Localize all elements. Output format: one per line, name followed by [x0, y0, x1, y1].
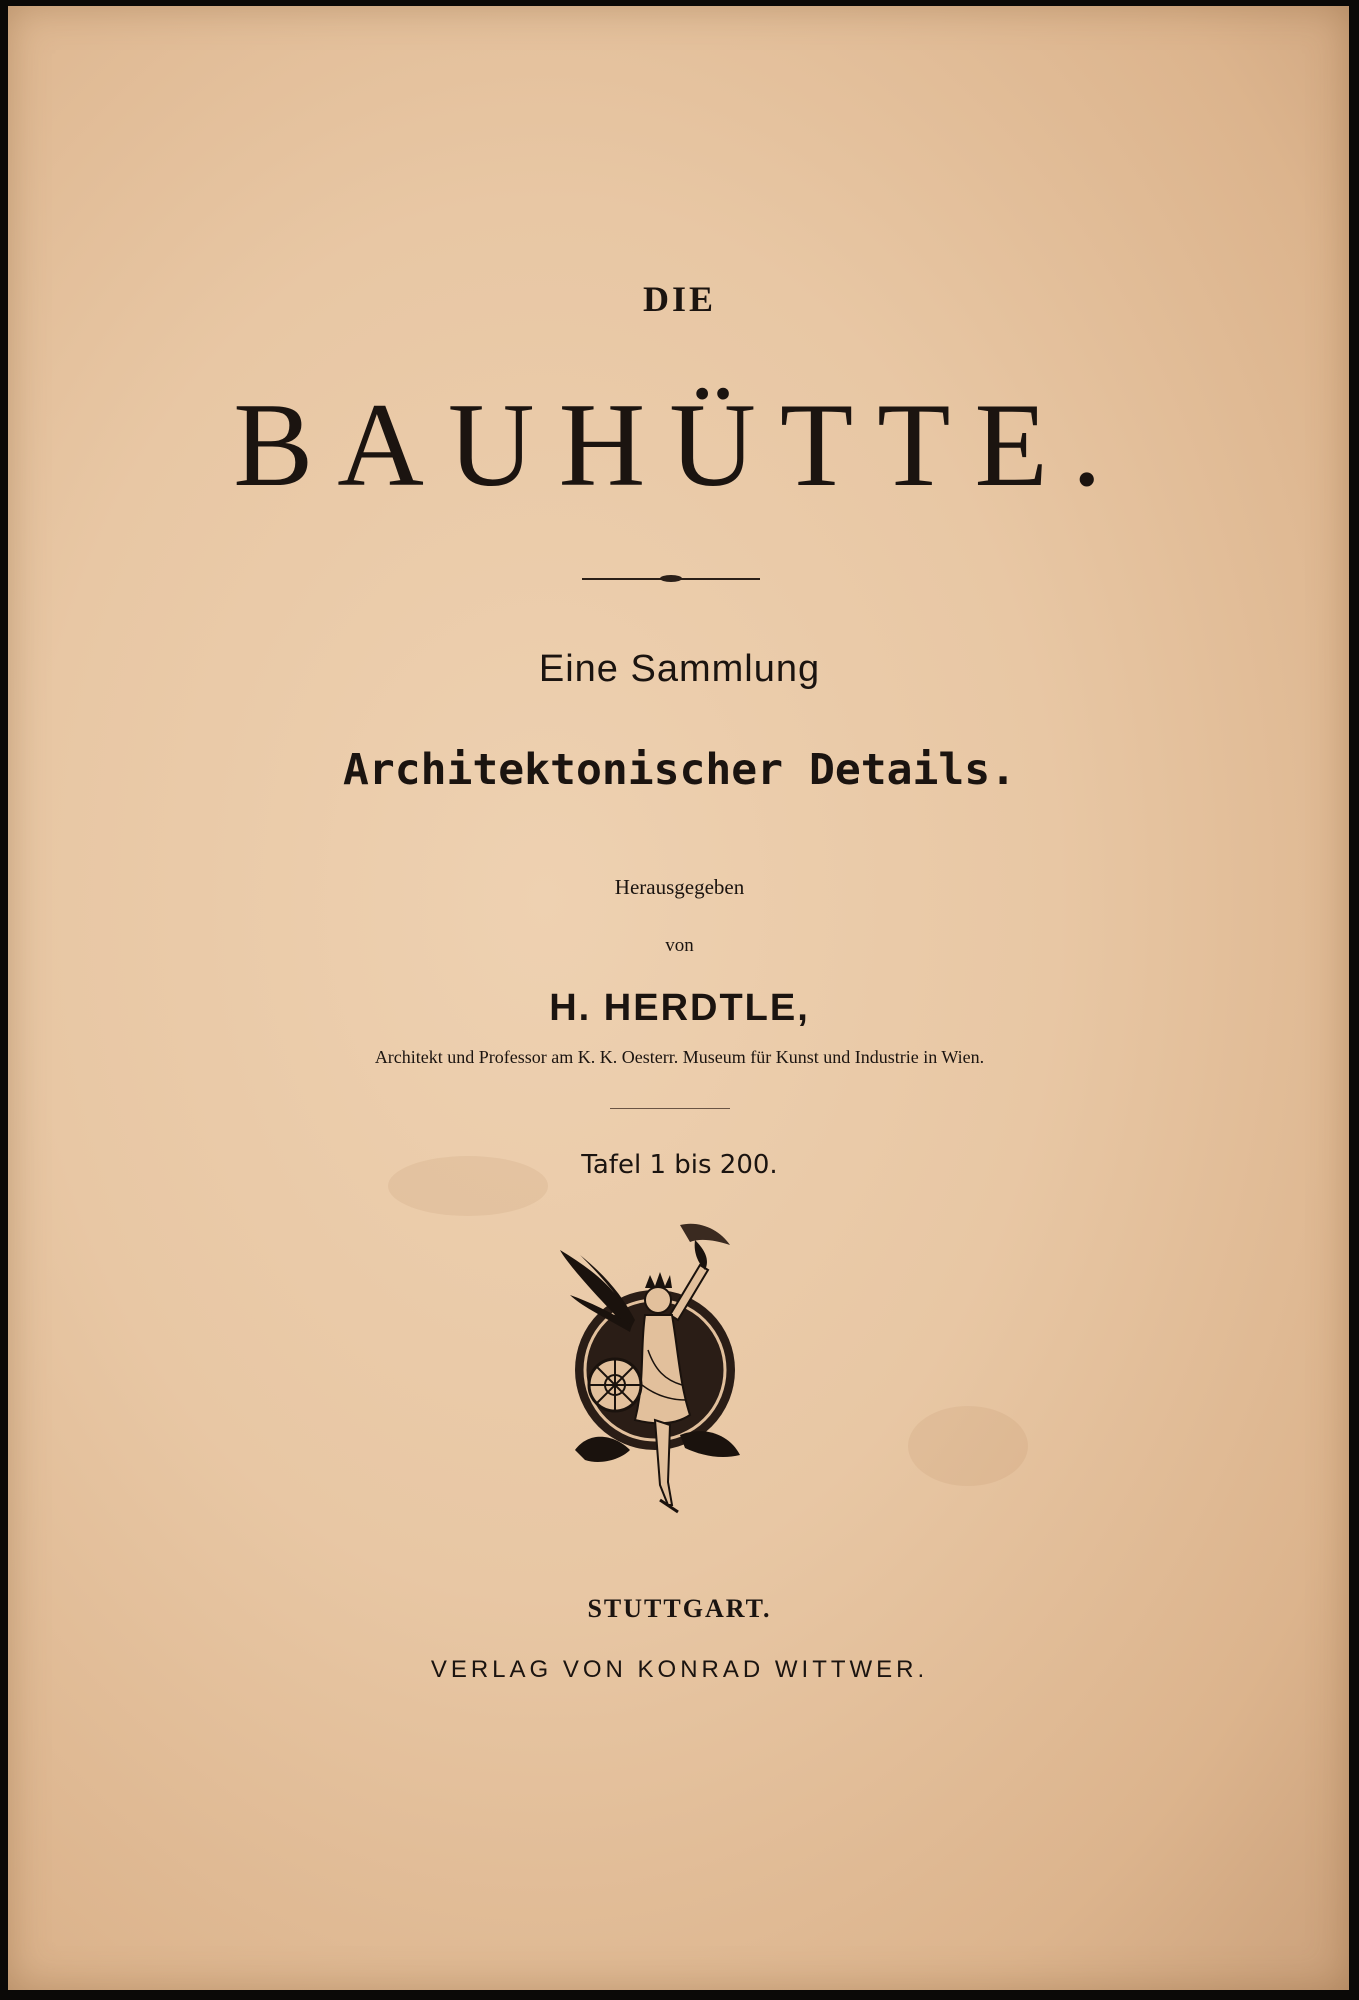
editor-name: H. HERDTLE,: [549, 987, 810, 1029]
ornamental-rule-center: [660, 575, 682, 582]
divider-rule: [610, 1108, 730, 1109]
subtitle-line-2: Architektonischer Details.: [342, 745, 1017, 795]
editor-affiliation: Architekt und Professor am K. K. Oesterr. Museum für Kunst und Industrie in Wien.: [374, 1047, 985, 1067]
main-title: BAUHÜTTE.: [233, 378, 1126, 511]
subtitle-line-1: Eine Sammlung: [538, 648, 821, 690]
edited-by-label: Herausgegeben: [614, 875, 745, 899]
pre-title: DIE: [642, 279, 717, 319]
winged-figure-emblem-icon: [560, 1220, 760, 1515]
plates-range: Tafel 1 bis 200.: [581, 1150, 778, 1180]
by-label: von: [665, 935, 694, 956]
publication-city: STUTTGART.: [587, 1594, 772, 1623]
paper-stain: [908, 1406, 1028, 1486]
publisher: VERLAG VON KONRAD WITTWER.: [430, 1656, 929, 1683]
